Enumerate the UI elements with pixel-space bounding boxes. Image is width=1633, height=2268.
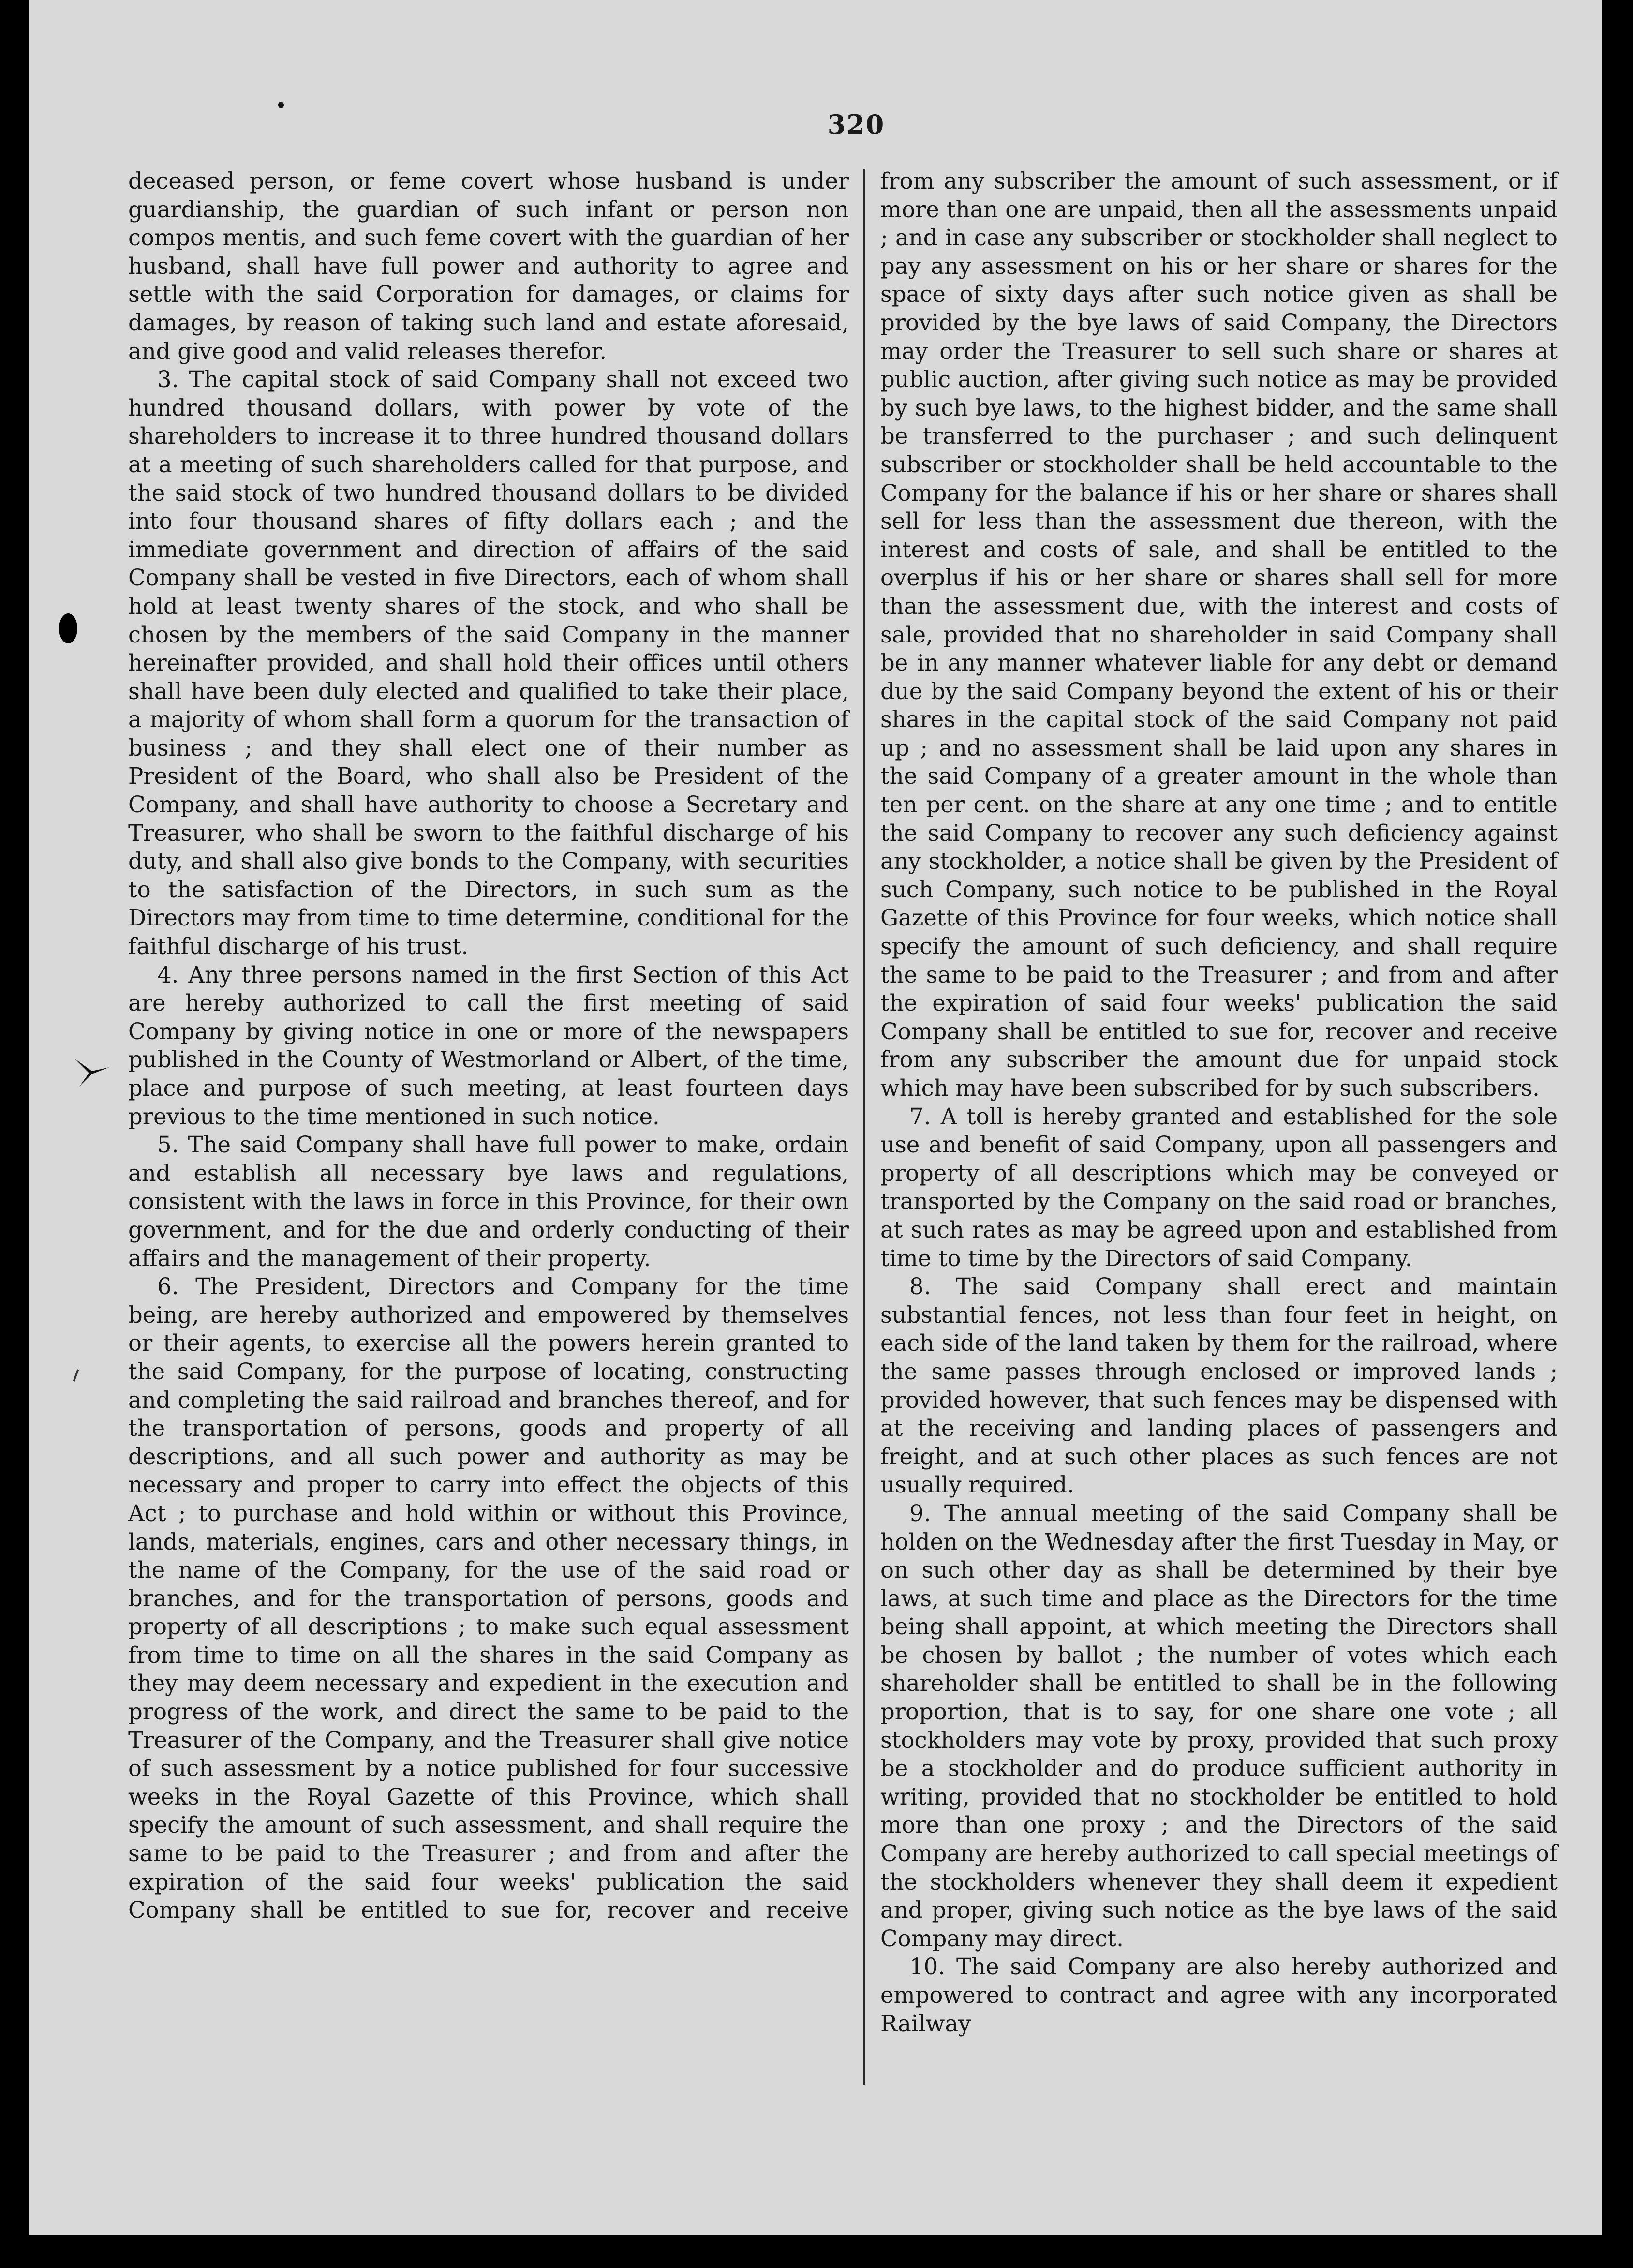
section-9-paragraph: 9. The annual meeting of the said Company shall be holden on the Wednesday after the first Tuesday in May, or on such other day as shall be determined by their bye laws, at such time and place as the Directors for the time being shall appoint, at which meeting the Directors shall be chosen by ballot ; the number of votes which each shareholder shall be entitled to shall be in the following proportion, that is to say, for one share one vote ; all stockholders may vote by proxy, provided that such proxy be a stockholder and do produce sufficient authority in writing, provided that no stockholder be entitled to hold more than one proxy ; and the Directors of the said Company are hereby authorized to call special meetings of the stockholders whenever they shall deem it expedient and proper, giving such notice as the bye laws of the said Company may direct. [880,1500,1558,1952]
section-4-paragraph: 4. Any three persons named in the first Section of this Act are hereby authorized to call the first meeting of said Company by giving notice in one or more of the newspapers published in the County of Westmorland or Albert, of the time, place and purpose of such meeting, at least fourteen days previous to the time mentioned in such notice. [128,961,849,1130]
scanned-page [29,0,1602,2235]
section-5-paragraph: 5. The said Company shall have full power to make, ordain and establish all necessary bye laws and regulations, consistent with the laws in force in this Province, for their own government, and for the due and orderly conducting of their affairs and the management of their property. [128,1132,849,1271]
section-7-paragraph: 7. A toll is hereby granted and established for the sole use and benefit of said Company, upon all passengers and property of all descriptions which may be conveyed or transported by the Company on the said road or branches, at such rates as may be agreed upon and established from time to time by the Directors of said Company. [880,1103,1558,1271]
page-number: 320 [827,109,885,140]
margin-arrow-mark [73,1055,111,1089]
section-3-paragraph: 3. The capital stock of said Company shall not exceed two hundred thousand dollars, with power by vote of the shareholders to increase it to three hundred thousand dollars at a meeting of such shareholders called for that purpose, and the said stock of two hundred thousand dollars to be divided into four thousand shares of fifty dollars each ; and the immediate government and direction of affairs of the said Company shall be vested in five Directors, each of whom shall hold at least twenty shares of the stock, and who shall be chosen by the members of the said Company in the manner hereinafter provided, and shall hold their offices until others shall have been duly elected and qualified to take their place, a majority of whom shall form a quorum for the transaction of business ; and they shall elect one of their number as President of the Board, who shall also be President of the Company, and shall have authority to choose a Secretary and Treasurer, who shall be sworn to the faithful discharge of his duty, and shall also give bonds to the Company, with securities to the satisfaction of the Directors, in such sum as the Directors may from time to time determine, conditional for the faithful discharge of his trust. [128,366,849,960]
paragraph-continuation: from any subscriber the amount of such assessment, or if more than one are unpaid, then all the assessments unpaid ; and in case any subscriber or stockholder shall neglect to pay any assessment on his or her share or shares for the space of sixty days after such notice given as shall be provided by the bye laws of said Company, the Directors may order the Treasurer to sell such share or shares at public auction, after giving such notice as may be provided by such bye laws, to the highest bidder, and the same shall be transferred to the purchaser ; and such delinquent subscriber or stockholder shall be held accountable to the Company for the balance if his or her share or shares shall sell for less than the assessment due thereon, with the interest and costs of sale, and shall be entitled to the overplus if his or her share or shares shall sell for more than the assessment due, with the interest and costs of sale, provided that no shareholder in said Company shall be in any manner whatever liable for any debt or demand due by the said Company beyond the extent of his or their shares in the capital stock of the said Company not paid up ; and no assessment shall be laid upon any shares in the said Company of a greater amount in the whole than ten per cent. on the share at any one time ; and to entitle the said Company to recover any such deficiency against any stockholder, a notice shall be given by the President of such Company, such notice to be published in the Royal Gazette of this Province for four weeks, which notice shall specify the amount of such deficiency, and shall require the same to be paid to the Treasurer ; and from and after the expiration of said four weeks' publication the said Company shall be entitled to sue for, recover and receive from any subscriber the amount due for unpaid stock which may have been subscribed for by such subscribers. [880,168,1558,1101]
section-8-paragraph: 8. The said Company shall erect and maintain substantial fences, not less than four feet in height, on each side of the land taken by them for the railroad, where the same passes through enclosed or improved lands ; provided however, that such fences may be dispensed with at the receiving and landing places of passengers and freight, and at such other places as such fences are not usually required. [880,1273,1558,1498]
paragraph-continuation: deceased person, or feme covert whose husband is under guardianship, the guardian of such infant or person non compos mentis, and such feme covert with the guardian of her husband, shall have full power and authority to agree and settle with the said Corporation for damages, or claims for damages, by reason of taking such land and estate aforesaid, and give good and valid releases therefor. [128,168,849,364]
right-column [880,167,1558,2038]
section-6-paragraph: 6. The President, Directors and Company for the time being, are hereby authorized and empowered by themselves or their agents, to exercise all the powers herein granted to the said Company, for the purpose of locating, constructing and completing the said railroad and branches thereof, and for the transportation of persons, goods and property of all descriptions, and all such power and authority as may be necessary and proper to carry into effect the objects of this Act ; to purchase and hold within or without this Province, lands, materials, engines, cars and other necessary things, in the name of the Company, for the use of the said road or branches, and for the transportation of persons, goods and property of all descriptions ; to make such equal assessment from time to time on all the shares in the said Company as they may deem necessary and expedient in the execution and progress of the work, and direct the same to be paid to the Treasurer of the Company, and the Treasurer shall give notice of such assessment by a notice published for four successive weeks in the Royal Gazette of this Province, which shall specify the amount of such assessment, and shall require the same to be paid to the Treasurer ; and from and after the expiration of the said four weeks' publication the said Company shall be entitled to sue for, recover and receive [128,1273,849,1924]
left-column [128,167,849,1925]
ink-dot [278,102,284,108]
ink-blot [59,613,77,643]
margin-tick-mark [73,1369,79,1382]
section-10-paragraph: 10. The said Company are also hereby authorized and empowered to contract and agree with any incorporated Railway [880,1954,1558,2037]
column-divider [863,169,865,2085]
